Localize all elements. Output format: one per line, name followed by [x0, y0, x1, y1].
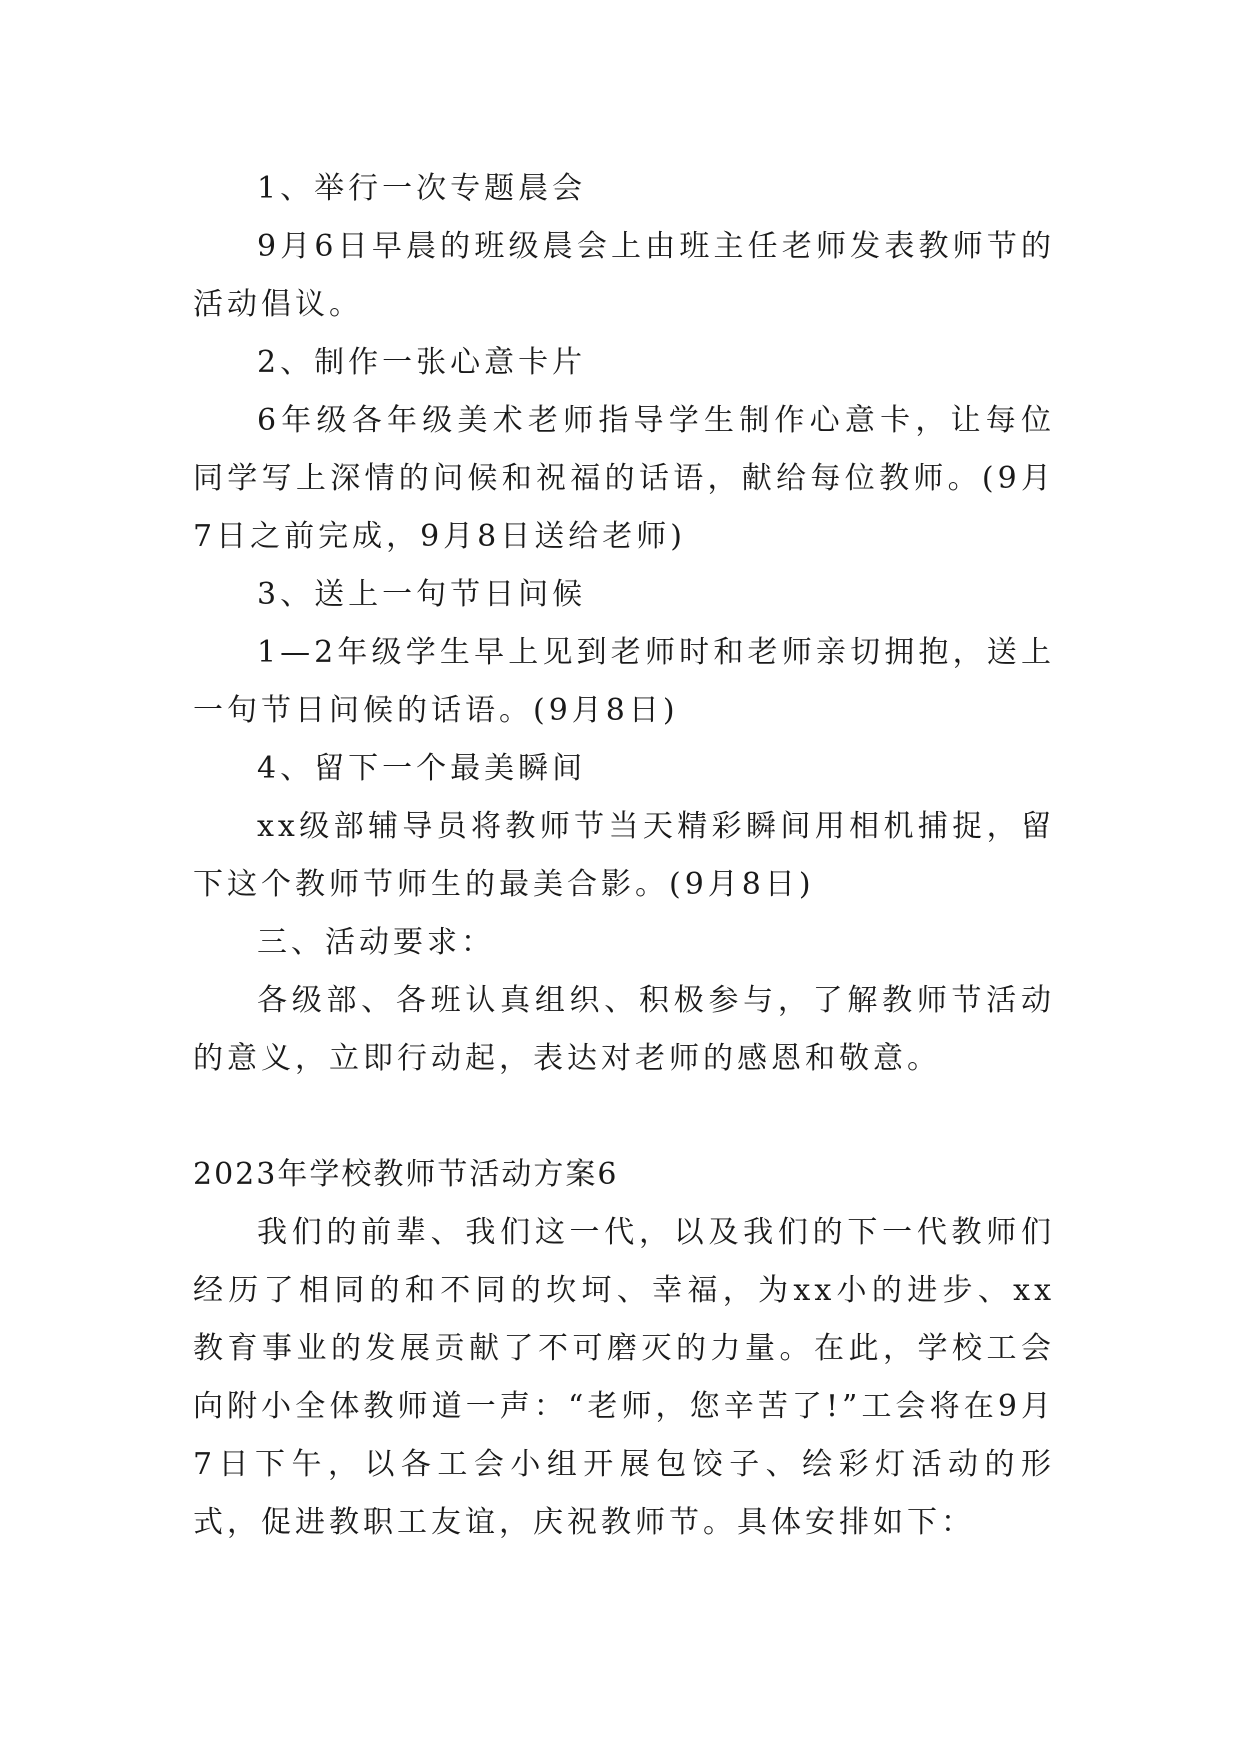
section-spacer [193, 1088, 1055, 1146]
paragraph: 6年级各年级美术老师指导学生制作心意卡，让每位同学写上深情的问候和祝福的话语，献给每位教师。(9月7日之前完成，9月8日送给老师) [193, 403, 1055, 554]
paragraph: 1—2年级学生早上见到老师时和老师亲切拥抱，送上一句节日问候的话语。(9月8日) [193, 635, 1055, 728]
paragraph: 各级部、各班认真组织、积极参与，了解教师节活动的意义，立即行动起，表达对老师的感恩和敬意。 [193, 983, 1055, 1076]
section-title: 2023年学校教师节活动方案6 [193, 1157, 619, 1192]
list-item-heading: 1、举行一次专题晨会 [257, 171, 587, 206]
section-heading-requirements: 三、活动要求： [257, 925, 495, 960]
list-item-heading: 3、送上一句节日问候 [257, 577, 587, 612]
paragraph: 9月6日早晨的班级晨会上由班主任老师发表教师节的活动倡议。 [193, 229, 1055, 322]
document-body [193, 160, 1055, 1552]
list-item-heading: 2、制作一张心意卡片 [257, 345, 587, 380]
paragraph: xx级部辅导员将教师节当天精彩瞬间用相机捕捉，留下这个教师节师生的最美合影。(9月8日) [193, 809, 1055, 902]
list-item-heading: 4、留下一个最美瞬间 [257, 751, 587, 786]
paragraph: 我们的前辈、我们这一代，以及我们的下一代教师们经历了相同的和不同的坎坷、幸福，为xx小的进步、xx教育事业的发展贡献了不可磨灭的力量。在此，学校工会向附小全体教师道一声：“老师，您辛苦了!”工会将在9月7日下午，以各工会小组开展包饺子、绘彩灯活动的形式，促进教职工友谊，庆祝教师节。具体安排如下： [193, 1215, 1055, 1540]
